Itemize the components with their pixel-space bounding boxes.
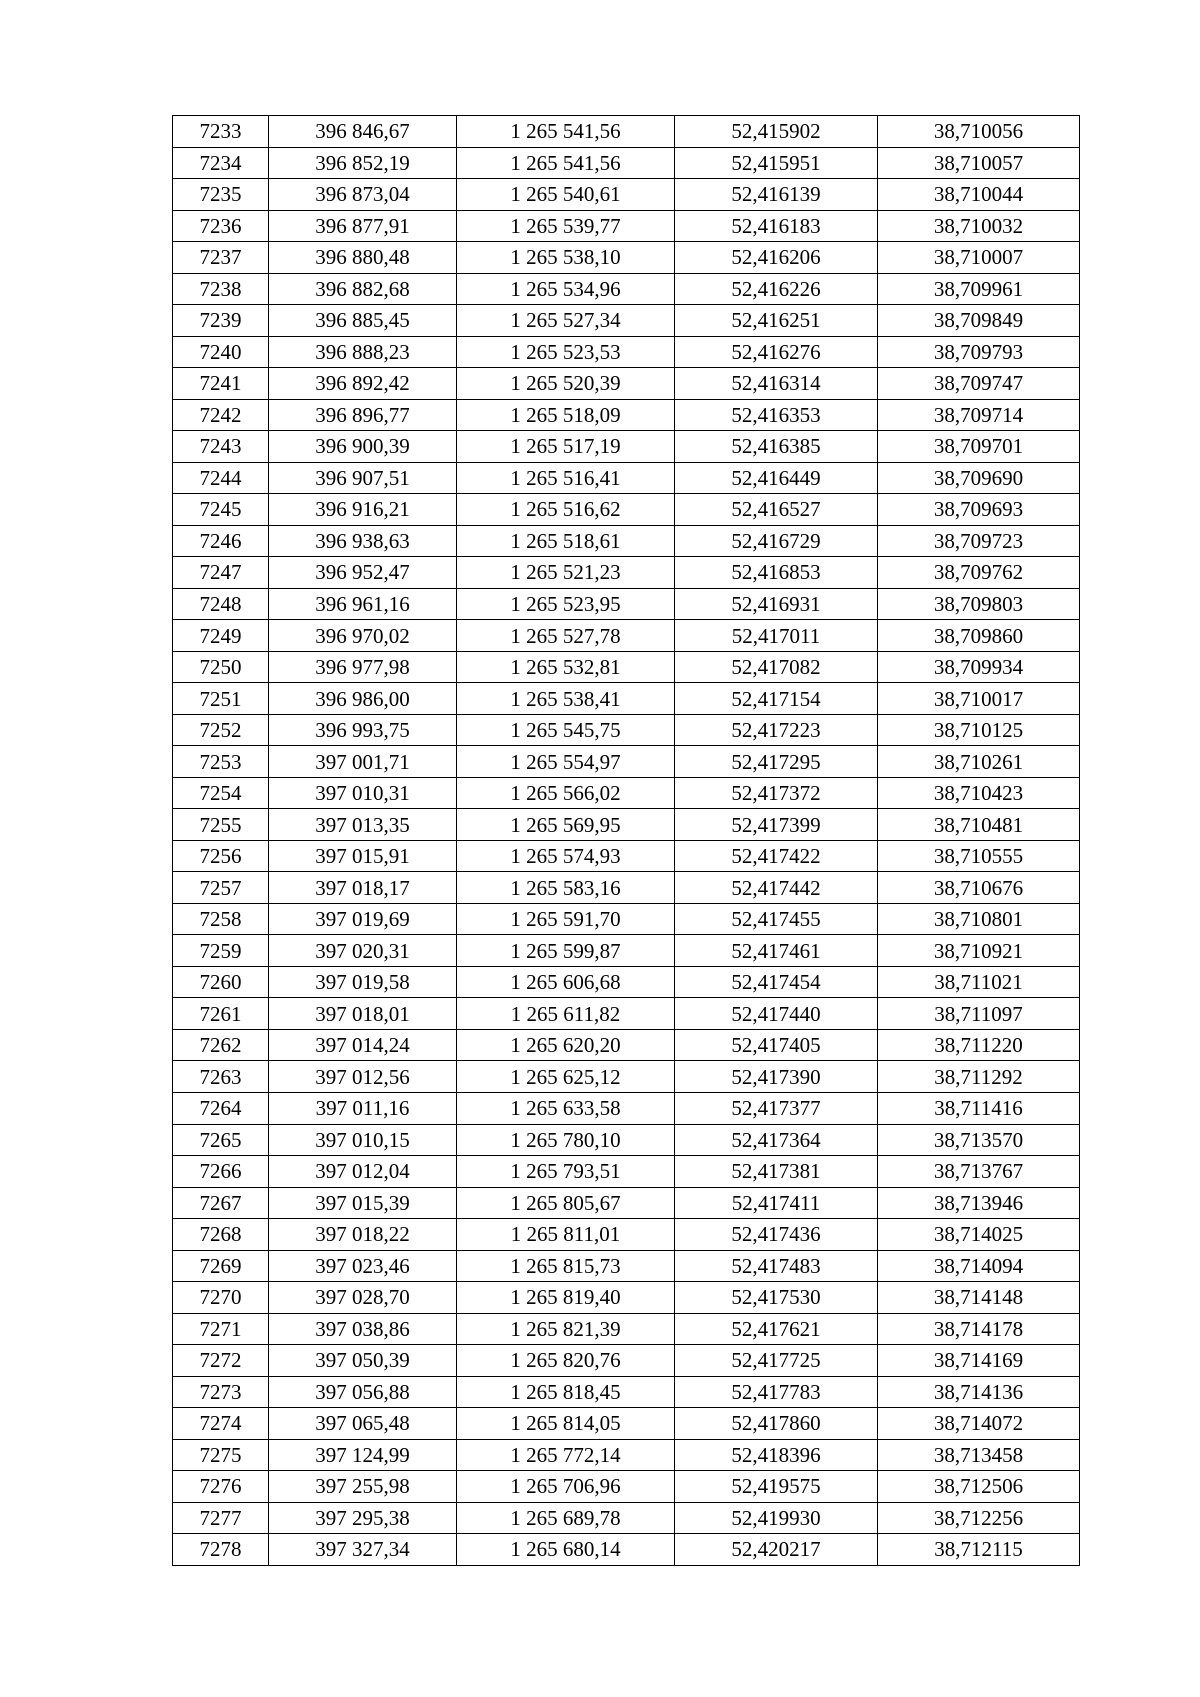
point-number-cell: 7253: [173, 746, 269, 778]
latitude-cell: 52,416853: [675, 557, 878, 589]
y-coordinate-cell: 1 265 532,81: [457, 651, 675, 683]
y-coordinate-cell: 1 265 539,77: [457, 210, 675, 242]
table-row: [173, 1408, 1080, 1440]
longitude-cell: 38,710481: [878, 809, 1080, 841]
latitude-cell: 52,417621: [675, 1313, 878, 1345]
longitude-cell: 38,714148: [878, 1282, 1080, 1314]
y-coordinate-cell: 1 265 527,34: [457, 305, 675, 337]
longitude-cell: 38,714094: [878, 1250, 1080, 1282]
table-row: [173, 1534, 1080, 1566]
point-number-cell: 7260: [173, 966, 269, 998]
longitude-cell: 38,710032: [878, 210, 1080, 242]
longitude-cell: 38,714072: [878, 1408, 1080, 1440]
y-coordinate-cell: 1 265 805,67: [457, 1187, 675, 1219]
longitude-cell: 38,709693: [878, 494, 1080, 526]
table-row: [173, 1345, 1080, 1377]
longitude-cell: 38,710017: [878, 683, 1080, 715]
point-number-cell: 7244: [173, 462, 269, 494]
table-row: [173, 462, 1080, 494]
y-coordinate-cell: 1 265 523,95: [457, 588, 675, 620]
y-coordinate-cell: 1 265 591,70: [457, 903, 675, 935]
longitude-cell: 38,710056: [878, 116, 1080, 148]
longitude-cell: 38,710007: [878, 242, 1080, 274]
latitude-cell: 52,417154: [675, 683, 878, 715]
table-row: [173, 903, 1080, 935]
y-coordinate-cell: 1 265 518,09: [457, 399, 675, 431]
y-coordinate-cell: 1 265 819,40: [457, 1282, 675, 1314]
y-coordinate-cell: 1 265 545,75: [457, 714, 675, 746]
table-row: [173, 179, 1080, 211]
y-coordinate-cell: 1 265 820,76: [457, 1345, 675, 1377]
latitude-cell: 52,419575: [675, 1471, 878, 1503]
latitude-cell: 52,417783: [675, 1376, 878, 1408]
longitude-cell: 38,709714: [878, 399, 1080, 431]
table-row: [173, 273, 1080, 305]
longitude-cell: 38,709762: [878, 557, 1080, 589]
latitude-cell: 52,416527: [675, 494, 878, 526]
point-number-cell: 7238: [173, 273, 269, 305]
y-coordinate-cell: 1 265 815,73: [457, 1250, 675, 1282]
latitude-cell: 52,416206: [675, 242, 878, 274]
y-coordinate-cell: 1 265 583,16: [457, 872, 675, 904]
x-coordinate-cell: 396 986,00: [269, 683, 457, 715]
latitude-cell: 52,417455: [675, 903, 878, 935]
latitude-cell: 52,416226: [675, 273, 878, 305]
latitude-cell: 52,417530: [675, 1282, 878, 1314]
table-row: [173, 557, 1080, 589]
coordinates-table-body: [173, 116, 1080, 1566]
longitude-cell: 38,712506: [878, 1471, 1080, 1503]
latitude-cell: 52,420217: [675, 1534, 878, 1566]
table-row: [173, 1092, 1080, 1124]
table-row: [173, 998, 1080, 1030]
latitude-cell: 52,417377: [675, 1092, 878, 1124]
point-number-cell: 7239: [173, 305, 269, 337]
table-row: [173, 336, 1080, 368]
x-coordinate-cell: 397 019,69: [269, 903, 457, 935]
longitude-cell: 38,711021: [878, 966, 1080, 998]
latitude-cell: 52,416931: [675, 588, 878, 620]
y-coordinate-cell: 1 265 625,12: [457, 1061, 675, 1093]
longitude-cell: 38,713767: [878, 1156, 1080, 1188]
table-row: [173, 966, 1080, 998]
point-number-cell: 7252: [173, 714, 269, 746]
table-row: [173, 494, 1080, 526]
x-coordinate-cell: 396 896,77: [269, 399, 457, 431]
table-row: [173, 210, 1080, 242]
x-coordinate-cell: 397 012,04: [269, 1156, 457, 1188]
y-coordinate-cell: 1 265 518,61: [457, 525, 675, 557]
x-coordinate-cell: 397 013,35: [269, 809, 457, 841]
longitude-cell: 38,710261: [878, 746, 1080, 778]
table-row: [173, 809, 1080, 841]
point-number-cell: 7243: [173, 431, 269, 463]
y-coordinate-cell: 1 265 821,39: [457, 1313, 675, 1345]
longitude-cell: 38,713570: [878, 1124, 1080, 1156]
longitude-cell: 38,711416: [878, 1092, 1080, 1124]
point-number-cell: 7277: [173, 1502, 269, 1534]
longitude-cell: 38,709690: [878, 462, 1080, 494]
latitude-cell: 52,417442: [675, 872, 878, 904]
point-number-cell: 7268: [173, 1219, 269, 1251]
y-coordinate-cell: 1 265 569,95: [457, 809, 675, 841]
x-coordinate-cell: 397 015,91: [269, 840, 457, 872]
y-coordinate-cell: 1 265 517,19: [457, 431, 675, 463]
table-row: [173, 1282, 1080, 1314]
latitude-cell: 52,417440: [675, 998, 878, 1030]
longitude-cell: 38,713946: [878, 1187, 1080, 1219]
x-coordinate-cell: 397 019,58: [269, 966, 457, 998]
point-number-cell: 7240: [173, 336, 269, 368]
point-number-cell: 7258: [173, 903, 269, 935]
y-coordinate-cell: 1 265 516,41: [457, 462, 675, 494]
x-coordinate-cell: 397 065,48: [269, 1408, 457, 1440]
latitude-cell: 52,417411: [675, 1187, 878, 1219]
y-coordinate-cell: 1 265 811,01: [457, 1219, 675, 1251]
point-number-cell: 7274: [173, 1408, 269, 1440]
latitude-cell: 52,417461: [675, 935, 878, 967]
latitude-cell: 52,415902: [675, 116, 878, 148]
table-row: [173, 1124, 1080, 1156]
table-row: [173, 431, 1080, 463]
y-coordinate-cell: 1 265 633,58: [457, 1092, 675, 1124]
latitude-cell: 52,416139: [675, 179, 878, 211]
y-coordinate-cell: 1 265 554,97: [457, 746, 675, 778]
y-coordinate-cell: 1 265 523,53: [457, 336, 675, 368]
y-coordinate-cell: 1 265 541,56: [457, 147, 675, 179]
table-row: [173, 840, 1080, 872]
latitude-cell: 52,417372: [675, 777, 878, 809]
y-coordinate-cell: 1 265 538,41: [457, 683, 675, 715]
longitude-cell: 38,709701: [878, 431, 1080, 463]
table-row: [173, 588, 1080, 620]
longitude-cell: 38,712115: [878, 1534, 1080, 1566]
point-number-cell: 7245: [173, 494, 269, 526]
latitude-cell: 52,417454: [675, 966, 878, 998]
longitude-cell: 38,710555: [878, 840, 1080, 872]
y-coordinate-cell: 1 265 818,45: [457, 1376, 675, 1408]
point-number-cell: 7263: [173, 1061, 269, 1093]
y-coordinate-cell: 1 265 516,62: [457, 494, 675, 526]
longitude-cell: 38,709934: [878, 651, 1080, 683]
y-coordinate-cell: 1 265 538,10: [457, 242, 675, 274]
table-row: [173, 1187, 1080, 1219]
x-coordinate-cell: 396 900,39: [269, 431, 457, 463]
latitude-cell: 52,417725: [675, 1345, 878, 1377]
latitude-cell: 52,416251: [675, 305, 878, 337]
longitude-cell: 38,710801: [878, 903, 1080, 935]
latitude-cell: 52,416276: [675, 336, 878, 368]
table-row: [173, 777, 1080, 809]
longitude-cell: 38,709961: [878, 273, 1080, 305]
x-coordinate-cell: 397 015,39: [269, 1187, 457, 1219]
y-coordinate-cell: 1 265 680,14: [457, 1534, 675, 1566]
x-coordinate-cell: 397 327,34: [269, 1534, 457, 1566]
latitude-cell: 52,416183: [675, 210, 878, 242]
point-number-cell: 7262: [173, 1029, 269, 1061]
latitude-cell: 52,417223: [675, 714, 878, 746]
x-coordinate-cell: 397 011,16: [269, 1092, 457, 1124]
longitude-cell: 38,711292: [878, 1061, 1080, 1093]
point-number-cell: 7241: [173, 368, 269, 400]
latitude-cell: 52,417011: [675, 620, 878, 652]
x-coordinate-cell: 397 018,17: [269, 872, 457, 904]
latitude-cell: 52,417295: [675, 746, 878, 778]
table-row: [173, 1502, 1080, 1534]
y-coordinate-cell: 1 265 620,20: [457, 1029, 675, 1061]
x-coordinate-cell: 396 888,23: [269, 336, 457, 368]
x-coordinate-cell: 396 961,16: [269, 588, 457, 620]
x-coordinate-cell: 396 952,47: [269, 557, 457, 589]
longitude-cell: 38,709860: [878, 620, 1080, 652]
latitude-cell: 52,416385: [675, 431, 878, 463]
longitude-cell: 38,714178: [878, 1313, 1080, 1345]
point-number-cell: 7271: [173, 1313, 269, 1345]
longitude-cell: 38,711097: [878, 998, 1080, 1030]
table-row: [173, 1250, 1080, 1282]
point-number-cell: 7265: [173, 1124, 269, 1156]
x-coordinate-cell: 396 877,91: [269, 210, 457, 242]
latitude-cell: 52,417422: [675, 840, 878, 872]
x-coordinate-cell: 396 977,98: [269, 651, 457, 683]
point-number-cell: 7259: [173, 935, 269, 967]
x-coordinate-cell: 397 014,24: [269, 1029, 457, 1061]
point-number-cell: 7242: [173, 399, 269, 431]
point-number-cell: 7267: [173, 1187, 269, 1219]
longitude-cell: 38,709723: [878, 525, 1080, 557]
x-coordinate-cell: 396 993,75: [269, 714, 457, 746]
x-coordinate-cell: 397 010,15: [269, 1124, 457, 1156]
x-coordinate-cell: 397 010,31: [269, 777, 457, 809]
point-number-cell: 7273: [173, 1376, 269, 1408]
longitude-cell: 38,710676: [878, 872, 1080, 904]
latitude-cell: 52,417082: [675, 651, 878, 683]
point-number-cell: 7234: [173, 147, 269, 179]
point-number-cell: 7256: [173, 840, 269, 872]
y-coordinate-cell: 1 265 540,61: [457, 179, 675, 211]
table-row: [173, 242, 1080, 274]
point-number-cell: 7247: [173, 557, 269, 589]
latitude-cell: 52,416314: [675, 368, 878, 400]
y-coordinate-cell: 1 265 541,56: [457, 116, 675, 148]
table-row: [173, 525, 1080, 557]
table-row: [173, 368, 1080, 400]
x-coordinate-cell: 397 028,70: [269, 1282, 457, 1314]
table-row: [173, 683, 1080, 715]
table-row: [173, 651, 1080, 683]
y-coordinate-cell: 1 265 520,39: [457, 368, 675, 400]
x-coordinate-cell: 396 885,45: [269, 305, 457, 337]
y-coordinate-cell: 1 265 534,96: [457, 273, 675, 305]
table-row: [173, 116, 1080, 148]
x-coordinate-cell: 396 873,04: [269, 179, 457, 211]
x-coordinate-cell: 397 018,22: [269, 1219, 457, 1251]
point-number-cell: 7246: [173, 525, 269, 557]
longitude-cell: 38,712256: [878, 1502, 1080, 1534]
table-row: [173, 147, 1080, 179]
point-number-cell: 7261: [173, 998, 269, 1030]
longitude-cell: 38,709803: [878, 588, 1080, 620]
table-row: [173, 1471, 1080, 1503]
longitude-cell: 38,713458: [878, 1439, 1080, 1471]
table-row: [173, 1029, 1080, 1061]
x-coordinate-cell: 397 023,46: [269, 1250, 457, 1282]
latitude-cell: 52,416353: [675, 399, 878, 431]
x-coordinate-cell: 397 295,38: [269, 1502, 457, 1534]
y-coordinate-cell: 1 265 566,02: [457, 777, 675, 809]
table-row: [173, 872, 1080, 904]
point-number-cell: 7269: [173, 1250, 269, 1282]
table-row: [173, 1439, 1080, 1471]
latitude-cell: 52,417399: [675, 809, 878, 841]
y-coordinate-cell: 1 265 780,10: [457, 1124, 675, 1156]
point-number-cell: 7276: [173, 1471, 269, 1503]
longitude-cell: 38,709747: [878, 368, 1080, 400]
x-coordinate-cell: 396 852,19: [269, 147, 457, 179]
y-coordinate-cell: 1 265 706,96: [457, 1471, 675, 1503]
x-coordinate-cell: 396 970,02: [269, 620, 457, 652]
y-coordinate-cell: 1 265 606,68: [457, 966, 675, 998]
longitude-cell: 38,710044: [878, 179, 1080, 211]
table-row: [173, 1156, 1080, 1188]
point-number-cell: 7236: [173, 210, 269, 242]
longitude-cell: 38,711220: [878, 1029, 1080, 1061]
y-coordinate-cell: 1 265 574,93: [457, 840, 675, 872]
latitude-cell: 52,417483: [675, 1250, 878, 1282]
table-row: [173, 714, 1080, 746]
table-row: [173, 935, 1080, 967]
latitude-cell: 52,417860: [675, 1408, 878, 1440]
latitude-cell: 52,417390: [675, 1061, 878, 1093]
longitude-cell: 38,710057: [878, 147, 1080, 179]
latitude-cell: 52,419930: [675, 1502, 878, 1534]
x-coordinate-cell: 396 892,42: [269, 368, 457, 400]
point-number-cell: 7250: [173, 651, 269, 683]
table-row: [173, 1219, 1080, 1251]
latitude-cell: 52,417381: [675, 1156, 878, 1188]
y-coordinate-cell: 1 265 599,87: [457, 935, 675, 967]
longitude-cell: 38,709849: [878, 305, 1080, 337]
x-coordinate-cell: 396 907,51: [269, 462, 457, 494]
latitude-cell: 52,418396: [675, 1439, 878, 1471]
latitude-cell: 52,416449: [675, 462, 878, 494]
point-number-cell: 7249: [173, 620, 269, 652]
point-number-cell: 7235: [173, 179, 269, 211]
x-coordinate-cell: 397 012,56: [269, 1061, 457, 1093]
longitude-cell: 38,710423: [878, 777, 1080, 809]
table-row: [173, 1313, 1080, 1345]
point-number-cell: 7254: [173, 777, 269, 809]
table-row: [173, 620, 1080, 652]
x-coordinate-cell: 397 124,99: [269, 1439, 457, 1471]
y-coordinate-cell: 1 265 793,51: [457, 1156, 675, 1188]
point-number-cell: 7237: [173, 242, 269, 274]
table-row: [173, 746, 1080, 778]
x-coordinate-cell: 397 056,88: [269, 1376, 457, 1408]
y-coordinate-cell: 1 265 814,05: [457, 1408, 675, 1440]
point-number-cell: 7278: [173, 1534, 269, 1566]
point-number-cell: 7275: [173, 1439, 269, 1471]
y-coordinate-cell: 1 265 527,78: [457, 620, 675, 652]
x-coordinate-cell: 397 018,01: [269, 998, 457, 1030]
y-coordinate-cell: 1 265 521,23: [457, 557, 675, 589]
table-row: [173, 1061, 1080, 1093]
latitude-cell: 52,416729: [675, 525, 878, 557]
latitude-cell: 52,417364: [675, 1124, 878, 1156]
y-coordinate-cell: 1 265 689,78: [457, 1502, 675, 1534]
x-coordinate-cell: 397 255,98: [269, 1471, 457, 1503]
point-number-cell: 7266: [173, 1156, 269, 1188]
latitude-cell: 52,417436: [675, 1219, 878, 1251]
point-number-cell: 7257: [173, 872, 269, 904]
longitude-cell: 38,714025: [878, 1219, 1080, 1251]
latitude-cell: 52,415951: [675, 147, 878, 179]
table-row: [173, 1376, 1080, 1408]
x-coordinate-cell: 397 020,31: [269, 935, 457, 967]
point-number-cell: 7272: [173, 1345, 269, 1377]
point-number-cell: 7270: [173, 1282, 269, 1314]
x-coordinate-cell: 397 050,39: [269, 1345, 457, 1377]
point-number-cell: 7251: [173, 683, 269, 715]
point-number-cell: 7233: [173, 116, 269, 148]
longitude-cell: 38,710125: [878, 714, 1080, 746]
x-coordinate-cell: 396 846,67: [269, 116, 457, 148]
x-coordinate-cell: 396 882,68: [269, 273, 457, 305]
x-coordinate-cell: 396 880,48: [269, 242, 457, 274]
y-coordinate-cell: 1 265 772,14: [457, 1439, 675, 1471]
longitude-cell: 38,714136: [878, 1376, 1080, 1408]
x-coordinate-cell: 396 916,21: [269, 494, 457, 526]
point-number-cell: 7248: [173, 588, 269, 620]
y-coordinate-cell: 1 265 611,82: [457, 998, 675, 1030]
longitude-cell: 38,714169: [878, 1345, 1080, 1377]
x-coordinate-cell: 396 938,63: [269, 525, 457, 557]
table-row: [173, 399, 1080, 431]
latitude-cell: 52,417405: [675, 1029, 878, 1061]
longitude-cell: 38,709793: [878, 336, 1080, 368]
x-coordinate-cell: 397 001,71: [269, 746, 457, 778]
longitude-cell: 38,710921: [878, 935, 1080, 967]
point-number-cell: 7264: [173, 1092, 269, 1124]
coordinates-table: [172, 115, 1080, 1566]
point-number-cell: 7255: [173, 809, 269, 841]
table-row: [173, 305, 1080, 337]
x-coordinate-cell: 397 038,86: [269, 1313, 457, 1345]
